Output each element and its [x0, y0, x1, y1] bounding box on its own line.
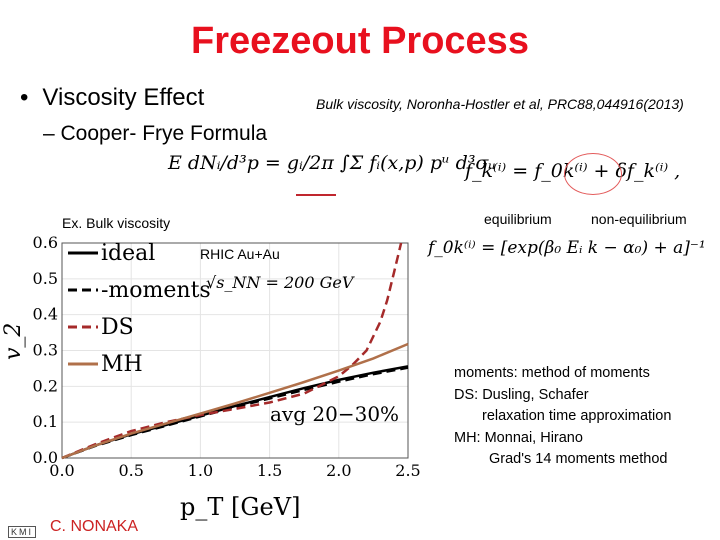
- y-tick-label: 0.5: [32, 268, 58, 288]
- x-tick-label: 0.5: [118, 461, 144, 480]
- x-tick-labels: [49, 461, 420, 480]
- y-tick-label: 0.0: [32, 448, 58, 467]
- note-mh: MH: Monnai, Hirano: [454, 429, 583, 446]
- y-tick-labels: [33, 233, 58, 467]
- legend-label-ideal: ideal: [101, 241, 156, 266]
- footer-author: C. NONAKA: [50, 518, 139, 535]
- y-tick-label: 0.1: [32, 412, 58, 432]
- annotation-energy: √s_NN = 200 GeV: [206, 273, 354, 292]
- legend-label-moments: -moments: [101, 278, 211, 303]
- v2-chart: [0, 225, 440, 540]
- y-tick-label: 0.3: [32, 340, 58, 360]
- bullet-text: Viscosity Effect: [42, 84, 205, 111]
- distribution-split-formula: f_k⁽ⁱ⁾ = f_0k⁽ⁱ⁾ + δf_k⁽ⁱ⁾ ,: [465, 160, 681, 182]
- x-axis-label: p_T [GeV]: [180, 493, 301, 521]
- slide-title: Freezeout Process: [191, 20, 529, 62]
- y-tick-label: 0.4: [32, 304, 58, 324]
- note-relaxation: relaxation time approximation: [482, 408, 672, 424]
- chart-legend: [68, 241, 211, 377]
- nonequilibrium-label: non-equilibrium: [591, 211, 687, 227]
- y-tick-label: 0.6: [32, 233, 58, 252]
- bullet-viscosity-effect: [20, 84, 204, 112]
- sub-bullet-cooper-frye: – Cooper- Frye Formula: [43, 122, 268, 145]
- y-axis-label: v_2: [1, 322, 26, 360]
- equilibrium-distribution-formula: f_0k⁽ⁱ⁾ = [exp(β₀ Eᵢ k − α₀) + a]⁻¹: [428, 238, 706, 258]
- formula-underline: [296, 194, 336, 196]
- x-tick-label: 2.0: [326, 461, 352, 480]
- note-grad: Grad's 14 moments method: [489, 451, 668, 467]
- legend-label-mh: MH: [101, 352, 143, 377]
- highlight-oval: [564, 153, 622, 195]
- annotation-centrality: avg 20−30%: [270, 402, 400, 426]
- bullet-dot-icon: •: [20, 84, 29, 111]
- method-notes: [454, 363, 671, 471]
- y-tick-label: 0.2: [32, 376, 58, 396]
- note-ds: DS: Dusling, Schafer: [454, 386, 589, 403]
- x-tick-label: 1.5: [256, 461, 283, 480]
- note-moments: moments: method of moments: [454, 365, 650, 381]
- reference-citation: Bulk viscosity, Noronha-Hostler et al, PRC88,044916(2013): [316, 96, 684, 112]
- x-tick-label: 1.0: [187, 461, 214, 480]
- legend-label-ds: DS: [101, 315, 134, 340]
- x-tick-label: 0.0: [49, 461, 75, 480]
- cooper-frye-formula: E dNᵢ/d³p = gᵢ/2π ∫Σ fᵢ(x,p) pᵘ d³σᵤ: [168, 152, 496, 174]
- x-tick-label: 2.5: [395, 461, 421, 480]
- annotation-rhic: RHIC Au+Au: [200, 246, 280, 262]
- equilibrium-label: equilibrium: [484, 211, 552, 227]
- kmi-logo: KMI: [8, 526, 36, 538]
- example-label: Ex. Bulk viscosity: [62, 215, 171, 231]
